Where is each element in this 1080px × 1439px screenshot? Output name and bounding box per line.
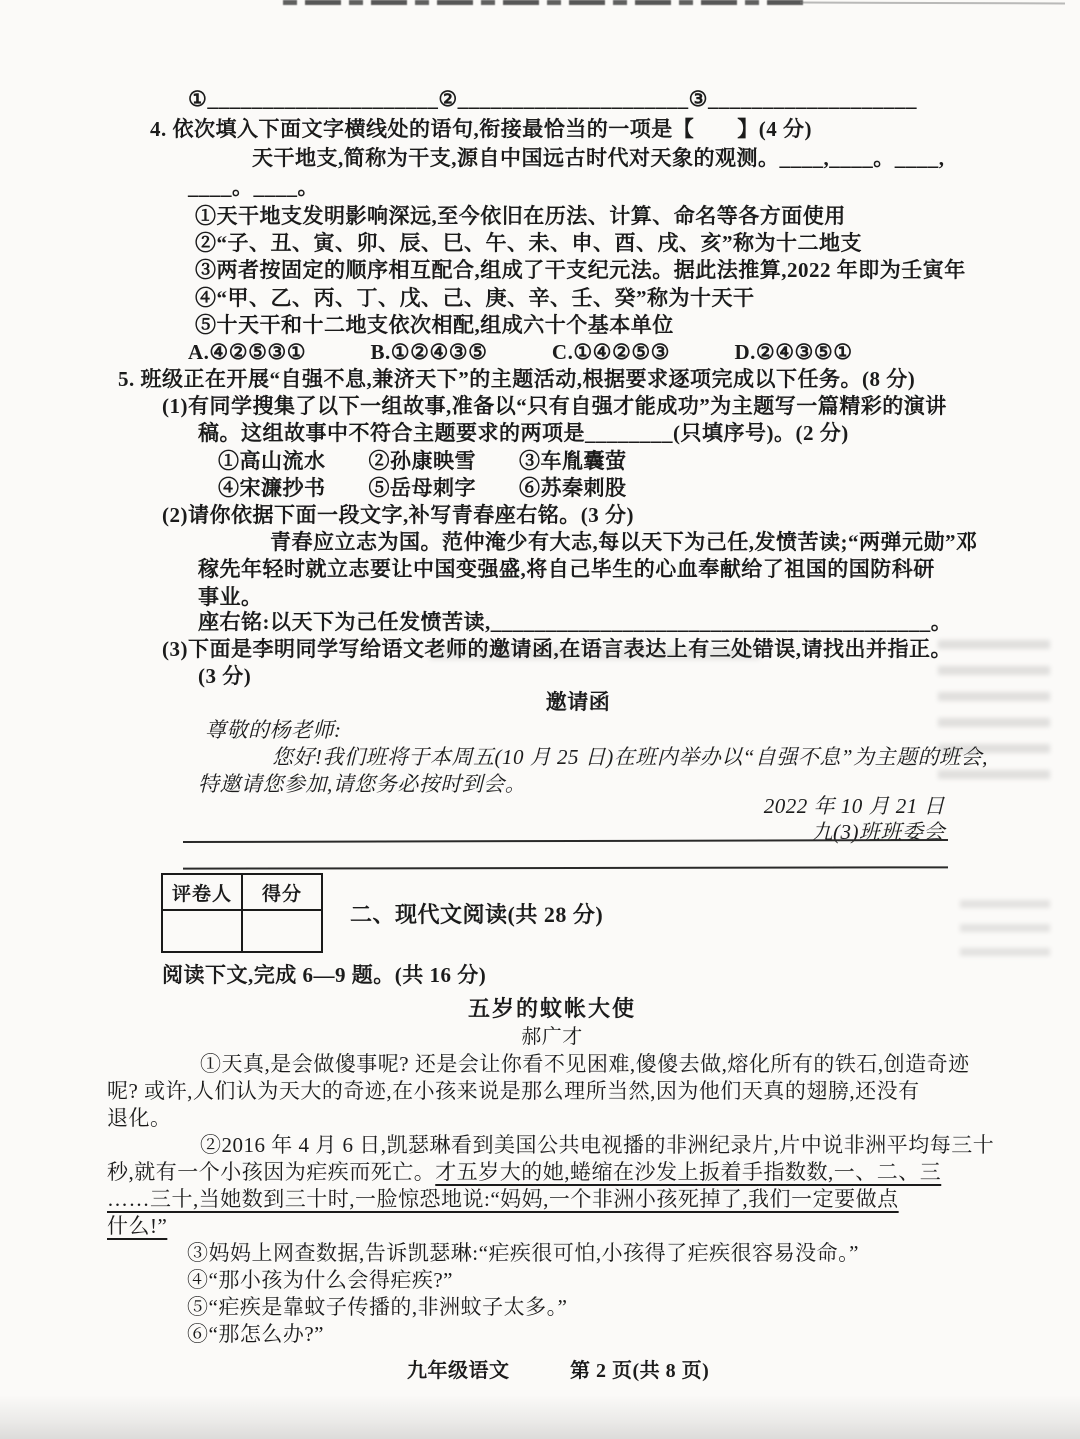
question-5-stories-row-1: ①高山流水 ②孙康映雪 ③车胤囊萤 <box>218 449 627 473</box>
question-5-task3-line-2: (3 分) <box>198 664 252 688</box>
reading-paragraph-6: ⑥“那怎么办?” <box>187 1322 324 1346</box>
reading-paragraph-1-line-3: 退化。 <box>107 1106 172 1130</box>
reading-paragraph-2-line-4-underlined: 什么!” <box>107 1214 168 1238</box>
invitation-salutation: 尊敬的杨老师: <box>205 718 342 742</box>
grader-reviewer-blank-cell <box>163 911 243 951</box>
question-5-task1-line-1: (1)有同学搜集了以下一组故事,准备以“只有自强才能成功”为主题写一篇精彩的演讲 <box>162 394 947 418</box>
grader-score-label: 得分 <box>243 875 321 911</box>
question-5-stem: 5. 班级正在开展“自强不息,兼济天下”的主题活动,根据要求逐项完成以下任务。(8 分) <box>118 367 916 391</box>
question-4-option-1: ①天干地支发明影响深远,至今依旧在历法、计算、命名等各方面使用 <box>195 204 846 228</box>
reading-paragraph-1-line-2: 呢? 或许,人们认为天大的奇迹,在小孩来说是那么理所当然,因为他们天真的翅膀,还没有 <box>107 1079 920 1103</box>
question-4-stem: 4. 依次填入下面文字横线处的语句,衔接最恰当的一项是【 】(4 分) <box>150 117 812 141</box>
reading-paragraph-1-line-1: ①天真,是会做傻事呢? 还是会让你看不见困难,傻傻去做,熔化所有的铁石,创造奇迹 <box>200 1052 970 1076</box>
invitation-body-line-2: 特邀请您参加,请您务必按时到会。 <box>198 772 527 796</box>
bleedthrough-smudge <box>960 900 1050 970</box>
reading-paragraph-2-line-1: ②2016 年 4 月 6 日,凯瑟琳看到美国公共电视播的非洲纪录片,片中说非洲平均每三十 <box>200 1133 995 1157</box>
reading-paragraph-3: ③妈妈上网查数据,告诉凯瑟琳:“疟疾很可怕,小孩得了疟疾很容易没命。” <box>187 1241 859 1265</box>
question-5-task2-quote-line-2: 稼先年轻时就立志要让中国变强盛,将自己毕生的心血奉献给了祖国的国防科研 <box>198 557 935 581</box>
reading-paragraph-4: ④“那小孩为什么会得疟疾?” <box>187 1268 453 1292</box>
underlined-text: 才五岁大的她,蜷缩在沙发上扳着手指数数,一、二、三 <box>435 1160 942 1184</box>
question-4-passage-line-1: 天干地支,简称为干支,源自中国远古时代对天象的观测。____,____。____, <box>252 146 945 170</box>
question-4-option-4: ④“甲、乙、丙、丁、戊、己、庚、辛、壬、癸”称为十天干 <box>195 286 755 310</box>
section-2-instruction: 阅读下文,完成 6—9 题。(共 16 分) <box>162 963 487 987</box>
reading-paragraph-2-line-3-underlined: ……三十,当她数到三十时,一脸惊恐地说:“妈妈,一个非洲小孩死掉了,我们一定要做点 <box>107 1187 899 1211</box>
question-4-choices: A.④②⑤③① B.①②④③⑤ C.①④②⑤③ D.②④③⑤① <box>188 340 853 364</box>
reading-paragraph-5: ⑤“疟疾是靠蚊子传播的,非洲蚊子太多。” <box>187 1295 568 1319</box>
footer-page-number: 第 2 页(共 8 页) <box>570 1360 710 1382</box>
scan-top-edge-artifact-2 <box>800 2 1065 5</box>
question-4-option-3: ③两者按固定的顺序相互配合,组成了干支纪元法。据此法推算,2022 年即为壬寅年 <box>195 258 966 282</box>
section-divider-line <box>183 866 948 869</box>
scan-top-edge-artifact <box>283 0 803 5</box>
question-5-task2-stem: (2)请你依据下面一段文字,补写青春座右铭。(3 分) <box>162 503 634 527</box>
invitation-body-line-1: 您好!我们班将于本周五(10 月 25 日)在班内举办以“自强不息”为主题的班会, <box>272 745 988 769</box>
grader-score-blank-cell <box>243 911 321 951</box>
invitation-signature: 九(3)班班委会 <box>811 820 945 844</box>
question-5-task2-quote-line-1: 青春应立志为国。范仲淹少有大志,每以天下为己任,发愤苦读;“两弹元勋”邓 <box>270 530 978 554</box>
question-4-option-2: ②“子、丑、寅、卯、辰、巳、午、未、申、酉、戌、亥”称为十二地支 <box>195 231 862 255</box>
invitation-title: 邀请函 <box>545 690 611 714</box>
question-5-task2-quote-line-3: 事业。 <box>198 585 263 609</box>
grader-score-box <box>161 873 323 953</box>
reading-passage-author: 郝广才 <box>521 1026 583 1048</box>
answer-blanks-row: ①_____________________②_____________________③___________________ <box>188 87 917 111</box>
reading-paragraph-2-line-2 <box>107 1159 941 1186</box>
question-4-passage-line-2: ____。____。 <box>188 175 319 199</box>
grader-reviewer-label: 评卷人 <box>163 875 243 911</box>
invitation-date: 2022 年 10 月 21 日 <box>763 794 945 818</box>
reading-passage-title: 五岁的蚊帐大使 <box>467 996 636 1021</box>
question-5-stories-row-2: ④宋濂抄书 ⑤岳母刺字 ⑥苏秦刺股 <box>218 476 627 500</box>
text-segment: 秒,就有一个小孩因为疟疾而死亡。 <box>107 1160 436 1184</box>
question-4-option-5: ⑤十天干和十二地支依次相配,组成六十个基本单位 <box>195 313 674 337</box>
section-2-heading: 二、现代文阅读(共 28 分) <box>350 902 604 927</box>
question-5-task3-line-1: (3)下面是李明同学写给语文老师的邀请函,在语言表达上有三处错误,请找出并指正。 <box>162 637 952 661</box>
scan-bottom-shadow <box>0 1395 1080 1439</box>
question-5-task1-line-2: 稿。这组故事中不符合主题要求的两项是________(只填序号)。(2 分) <box>198 421 849 445</box>
footer-course-label: 九年级语文 <box>407 1360 510 1382</box>
question-5-motto-blank: 座右铭:以天下为己任发愤苦读,________________________________________。 <box>198 610 953 634</box>
